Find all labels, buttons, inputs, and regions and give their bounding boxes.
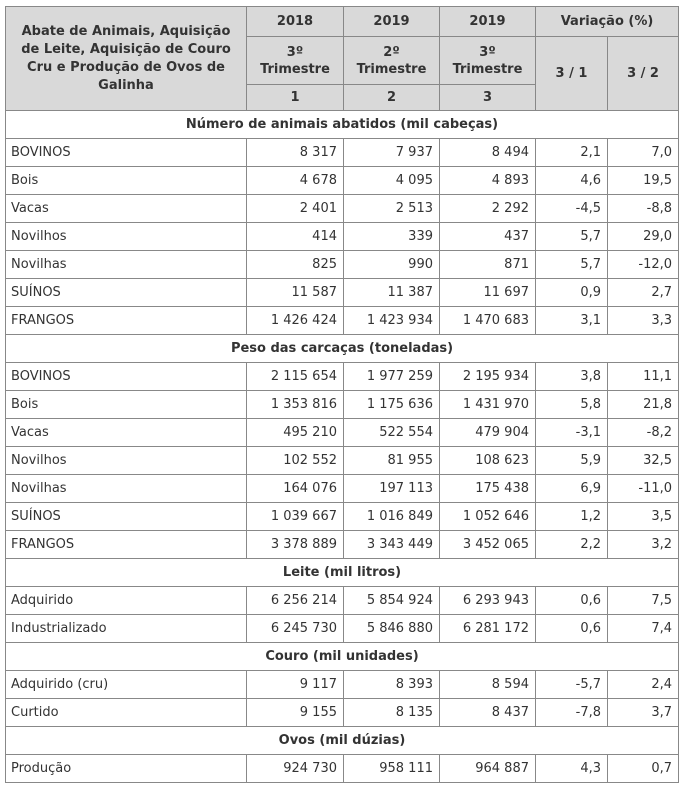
table-cell: 1 977 259 [344, 363, 440, 391]
section-title: Ovos (mil dúzias) [6, 727, 679, 755]
table-cell: 11 387 [344, 279, 440, 307]
table-cell: 1 426 424 [247, 307, 344, 335]
section-header-row [6, 727, 679, 755]
table-cell: 4,6 [536, 167, 608, 195]
period-header [440, 37, 536, 85]
table-cell: 32,5 [608, 447, 679, 475]
period-header [344, 37, 440, 85]
section-title: Número de animais abatidos (mil cabeças) [6, 111, 679, 139]
table-row [6, 475, 679, 503]
row-label: SUÍNOS [6, 503, 247, 531]
table-cell: 2,4 [608, 671, 679, 699]
section-header-row [6, 111, 679, 139]
table-cell: 11 587 [247, 279, 344, 307]
table-cell: 1 039 667 [247, 503, 344, 531]
table-cell: 437 [440, 223, 536, 251]
table-row [6, 531, 679, 559]
row-label: BOVINOS [6, 139, 247, 167]
row-label: Adquirido (cru) [6, 671, 247, 699]
table-cell: 8 437 [440, 699, 536, 727]
table-cell: 164 076 [247, 475, 344, 503]
row-label: Novilhas [6, 251, 247, 279]
row-label: Novilhos [6, 447, 247, 475]
year-header: 2018 [247, 7, 344, 37]
period-header-line: 3º [479, 44, 496, 60]
table-row [6, 447, 679, 475]
row-label: Vacas [6, 195, 247, 223]
table-cell: 825 [247, 251, 344, 279]
table-cell: 2,1 [536, 139, 608, 167]
table-cell: 175 438 [440, 475, 536, 503]
table-cell: 7,4 [608, 615, 679, 643]
section-header-row [6, 643, 679, 671]
table-cell: 102 552 [247, 447, 344, 475]
row-label: FRANGOS [6, 307, 247, 335]
table-cell: 7,5 [608, 587, 679, 615]
stub-header-text: Abate de Animais, Aquisição de Leite, Aquisição de Couro Cru e Produção de Ovos de Galinha [21, 23, 231, 93]
statistics-table [5, 6, 679, 783]
table-cell: 1 470 683 [440, 307, 536, 335]
table-cell: -8,8 [608, 195, 679, 223]
table-cell: 4 678 [247, 167, 344, 195]
table-cell: 2 115 654 [247, 363, 344, 391]
table-cell: 1 353 816 [247, 391, 344, 419]
year-header: 2019 [440, 7, 536, 37]
table-cell: 5,7 [536, 251, 608, 279]
year-header: 2019 [344, 7, 440, 37]
row-label: Curtido [6, 699, 247, 727]
table-cell: 414 [247, 223, 344, 251]
table-cell: 8 135 [344, 699, 440, 727]
table-cell: 479 904 [440, 419, 536, 447]
row-label: Novilhas [6, 475, 247, 503]
table-cell: 1 431 970 [440, 391, 536, 419]
table-cell: -12,0 [608, 251, 679, 279]
table-cell: 8 594 [440, 671, 536, 699]
table-cell: 3,3 [608, 307, 679, 335]
table-cell: 8 494 [440, 139, 536, 167]
period-header-line: Trimestre [356, 61, 427, 77]
row-label: Industrializado [6, 615, 247, 643]
table-row [6, 195, 679, 223]
table-cell: 958 111 [344, 755, 440, 783]
table-cell: 6 245 730 [247, 615, 344, 643]
table-row [6, 671, 679, 699]
table-cell: 7,0 [608, 139, 679, 167]
table-cell: 21,8 [608, 391, 679, 419]
table-cell: 197 113 [344, 475, 440, 503]
variation-col-header: 3 / 2 [608, 37, 679, 111]
table-row [6, 391, 679, 419]
table-cell: 4,3 [536, 755, 608, 783]
table-cell: 5,8 [536, 391, 608, 419]
column-number: 2 [344, 85, 440, 111]
table-cell: 29,0 [608, 223, 679, 251]
table-cell: 924 730 [247, 755, 344, 783]
table-cell: 2 292 [440, 195, 536, 223]
table-cell: 3,2 [608, 531, 679, 559]
section-header-row [6, 335, 679, 363]
table-body [6, 111, 679, 783]
table-header [6, 7, 679, 111]
table-cell: 3,8 [536, 363, 608, 391]
table-cell: 964 887 [440, 755, 536, 783]
table-cell: 990 [344, 251, 440, 279]
table-cell: 9 117 [247, 671, 344, 699]
table-cell: 0,7 [608, 755, 679, 783]
table-cell: 11,1 [608, 363, 679, 391]
table-cell: 2 195 934 [440, 363, 536, 391]
table-cell: 1 175 636 [344, 391, 440, 419]
period-header-line: 3º [286, 44, 304, 60]
table-cell: 871 [440, 251, 536, 279]
table-cell: 4 095 [344, 167, 440, 195]
table-cell: 19,5 [608, 167, 679, 195]
table-cell: 0,6 [536, 615, 608, 643]
table-cell: 81 955 [344, 447, 440, 475]
table-row [6, 223, 679, 251]
table-row [6, 699, 679, 727]
table-cell: 2,2 [536, 531, 608, 559]
row-label: SUÍNOS [6, 279, 247, 307]
table-cell: 5 846 880 [344, 615, 440, 643]
table-cell: -7,8 [536, 699, 608, 727]
table-cell: 5,9 [536, 447, 608, 475]
table-cell: 339 [344, 223, 440, 251]
table-row [6, 307, 679, 335]
table-cell: 3 343 449 [344, 531, 440, 559]
period-header-line: Trimestre [452, 61, 523, 77]
table-cell: 0,6 [536, 587, 608, 615]
table-row [6, 251, 679, 279]
table-row [6, 363, 679, 391]
table-cell: 2 401 [247, 195, 344, 223]
section-header-row [6, 559, 679, 587]
table-cell: 9 155 [247, 699, 344, 727]
table-cell: 11 697 [440, 279, 536, 307]
row-label: Vacas [6, 419, 247, 447]
table-row [6, 279, 679, 307]
row-label: BOVINOS [6, 363, 247, 391]
table-cell: -8,2 [608, 419, 679, 447]
table-cell: 0,9 [536, 279, 608, 307]
row-label: Bois [6, 167, 247, 195]
row-label: Adquirido [6, 587, 247, 615]
table-cell: 1 016 849 [344, 503, 440, 531]
table-cell: 5 854 924 [344, 587, 440, 615]
period-header-line: 2º [383, 44, 400, 60]
column-number: 3 [440, 85, 536, 111]
table-cell: 7 937 [344, 139, 440, 167]
table-row [6, 503, 679, 531]
table-row [6, 167, 679, 195]
table-cell: 5,7 [536, 223, 608, 251]
table-cell: 3,5 [608, 503, 679, 531]
section-title: Couro (mil unidades) [6, 643, 679, 671]
variation-header: Variação (%) [536, 7, 679, 37]
table-cell: -3,1 [536, 419, 608, 447]
table-cell: 4 893 [440, 167, 536, 195]
table-cell: 8 393 [344, 671, 440, 699]
stub-header [6, 7, 247, 111]
section-title: Peso das carcaças (toneladas) [6, 335, 679, 363]
table-cell: 3 378 889 [247, 531, 344, 559]
table-row [6, 755, 679, 783]
table-cell: 6 293 943 [440, 587, 536, 615]
table-row [6, 587, 679, 615]
table-cell: 522 554 [344, 419, 440, 447]
table-cell: 108 623 [440, 447, 536, 475]
table-cell: 1 052 646 [440, 503, 536, 531]
table-cell: -4,5 [536, 195, 608, 223]
table-cell: 2,7 [608, 279, 679, 307]
table-cell: 2 513 [344, 195, 440, 223]
table-row [6, 419, 679, 447]
table-cell: 1,2 [536, 503, 608, 531]
table-cell: -11,0 [608, 475, 679, 503]
section-title: Leite (mil litros) [6, 559, 679, 587]
table-cell: 6 256 214 [247, 587, 344, 615]
table-cell: 1 423 934 [344, 307, 440, 335]
table-cell: 8 317 [247, 139, 344, 167]
row-label: Bois [6, 391, 247, 419]
period-header-line: Trimestre [260, 61, 330, 77]
table-row [6, 615, 679, 643]
table-cell: 495 210 [247, 419, 344, 447]
row-label: FRANGOS [6, 531, 247, 559]
variation-col-header: 3 / 1 [536, 37, 608, 111]
table-cell: 3,1 [536, 307, 608, 335]
table-cell: -5,7 [536, 671, 608, 699]
table-cell: 6 281 172 [440, 615, 536, 643]
table-cell: 3 452 065 [440, 531, 536, 559]
row-label: Novilhos [6, 223, 247, 251]
table-row [6, 139, 679, 167]
table-cell: 3,7 [608, 699, 679, 727]
period-header [247, 37, 344, 85]
column-number: 1 [247, 85, 344, 111]
table-cell: 6,9 [536, 475, 608, 503]
row-label: Produção [6, 755, 247, 783]
